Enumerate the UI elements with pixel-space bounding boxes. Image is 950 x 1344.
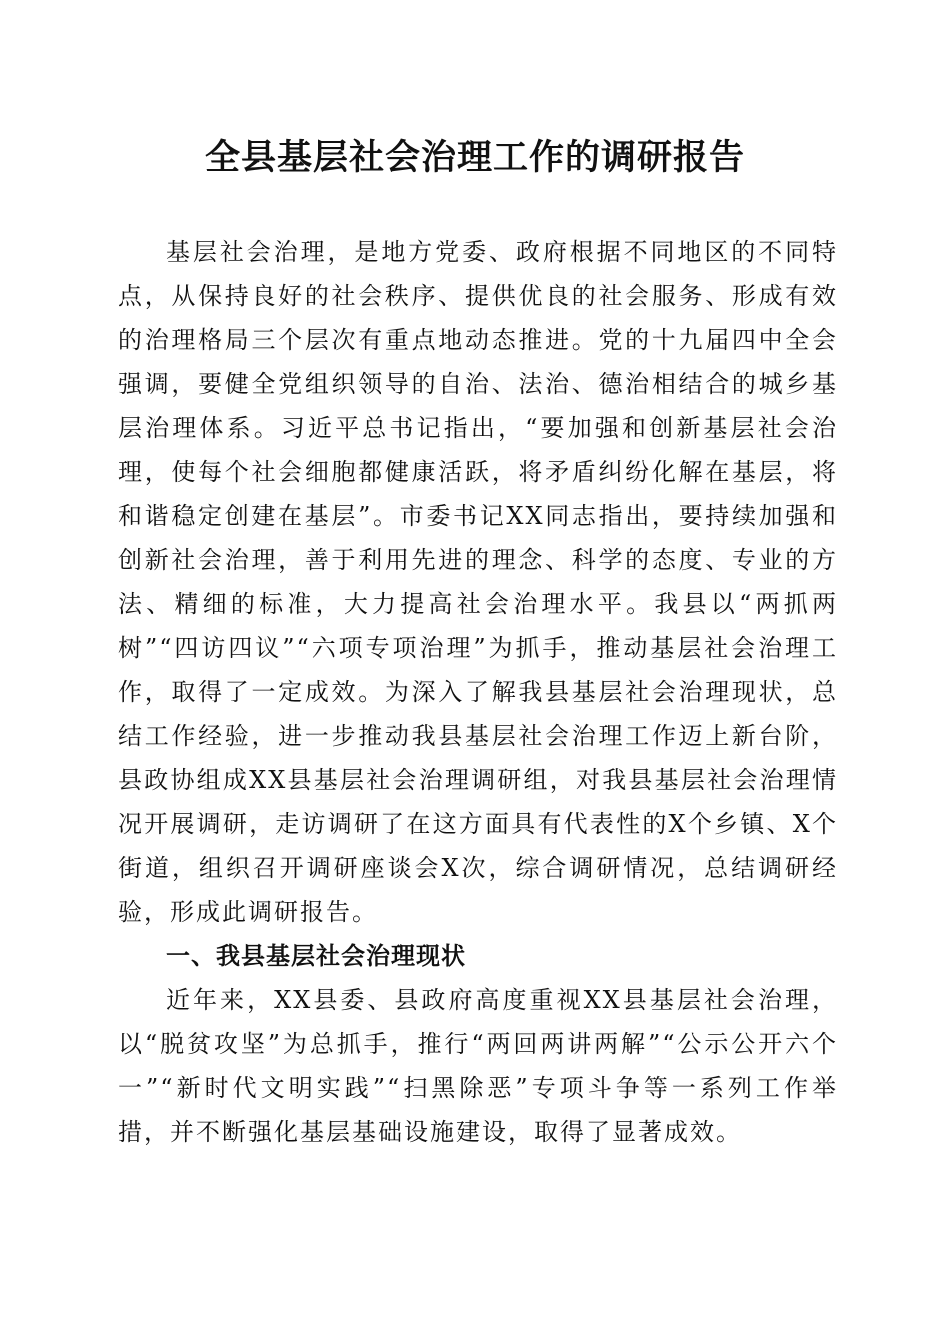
- document-body: [118, 230, 838, 1154]
- section-paragraph: 近年来，XX县委、县政府高度重视XX县基层社会治理，以“脱贫攻坚”为总抓手，推行“两回两讲两解”“公示公开六个一”“新时代文明实践”“扫黑除恶”专项斗争等一系列工作举措，并不断强化基层基础设施建设，取得了显著成效。: [118, 986, 838, 1146]
- document-title: 全县基层社会治理工作的调研报告: [204, 137, 745, 178]
- section-heading: 一、我县基层社会治理现状: [166, 942, 466, 970]
- intro-paragraph: 基层社会治理，是地方党委、政府根据不同地区的不同特点，从保持良好的社会秩序、提供优良的社会服务、形成有效的治理格局三个层次有重点地动态推进。党的十九届四中全会强调，要健全党组织领导的自治、法治、德治相结合的城乡基层治理体系。习近平总书记指出，“要加强和创新基层社会治理，使每个社会细胞都健康活跃，将矛盾纠纷化解在基层，将和谐稳定创建在基层”。市委书记XX同志指出，要持续加强和创新社会治理，善于利用先进的理念、科学的态度、专业的方法、精细的标准，大力提高社会治理水平。我县以“两抓两树”“四访四议”“六项专项治理”为抓手，推动基层社会治理工作，取得了一定成效。为深入了解我县基层社会治理现状，总结工作经验，进一步推动我县基层社会治理工作迈上新台阶，县政协组成XX县基层社会治理调研组，对我县基层社会治理情况开展调研，走访调研了在这方面具有代表性的X个乡镇、X个街道，组织召开调研座谈会X次，综合调研情况，总结调研经验，形成此调研报告。: [118, 238, 838, 926]
